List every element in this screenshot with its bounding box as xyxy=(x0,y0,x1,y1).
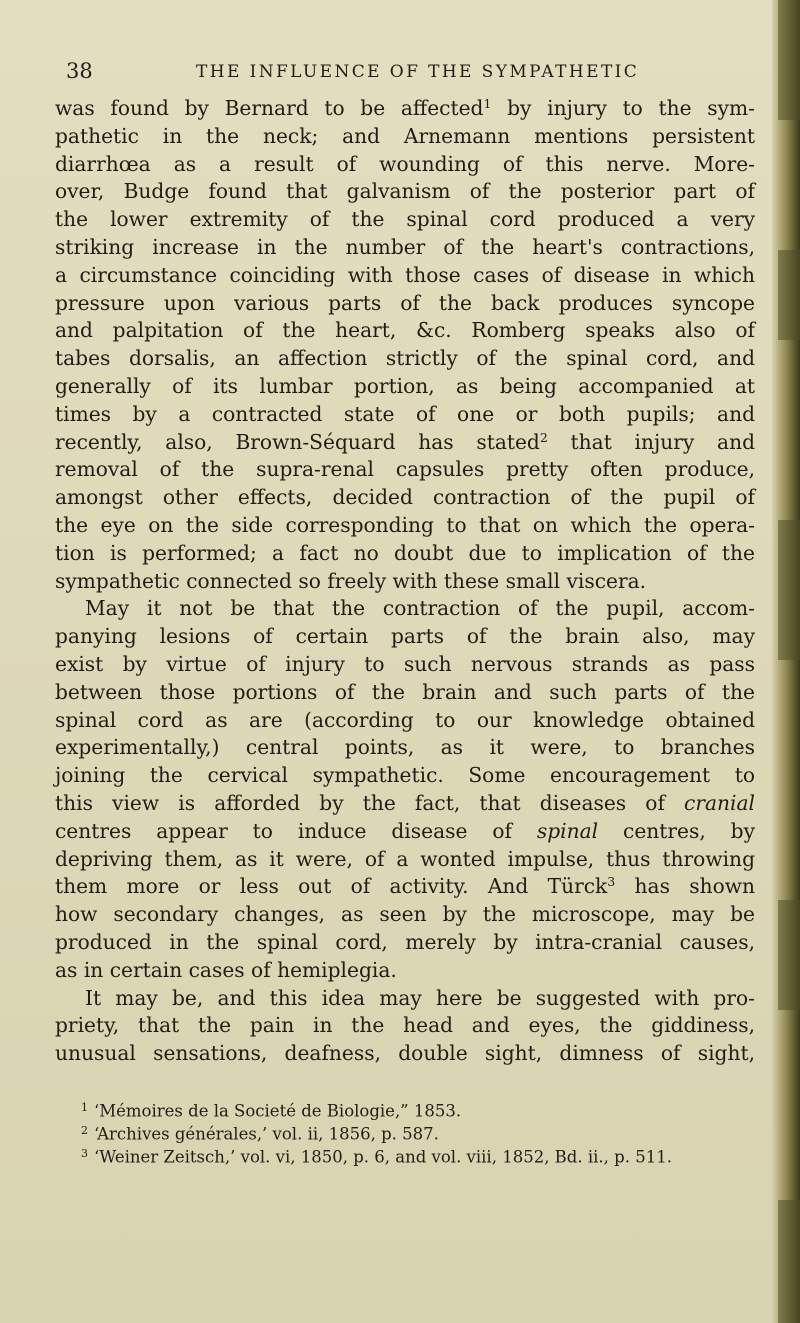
footnote-ref: 3 xyxy=(607,874,616,890)
text-line: panying lesions of certain parts of the brain also, may xyxy=(55,624,755,649)
footnote-ref: 2 xyxy=(539,429,548,445)
footnote-mark: 1 xyxy=(81,1101,88,1114)
page-edge-shadow xyxy=(772,0,800,1323)
text-line: this view is afforded by the fact, that diseases of cranial xyxy=(55,790,755,815)
footnote-mark: 3 xyxy=(81,1147,88,1160)
text-line: centres appear to induce disease of spinal centres, by xyxy=(55,818,756,843)
text-line: joining the cervical sympathetic. Some encouragement to xyxy=(55,763,755,788)
text-line: the eye on the side corresponding to that on which the opera- xyxy=(55,512,755,537)
paragraph-start: It may be, and this idea may here be suggested with pro- xyxy=(85,985,755,1010)
footnote-text: ‘Weiner Zeitsch,’ vol. vi, 1850, p. 6, and vol. viii, 1852, Bd. ii., p. 511. xyxy=(94,1147,672,1167)
running-head: THE INFLUENCE OF THE SYMPATHETIC xyxy=(196,62,640,82)
text-line: depriving them, as it were, of a wonted impulse, thus throwing xyxy=(55,846,755,871)
page-edge-band xyxy=(778,250,800,340)
text-line: sympathetic connected so freely with these small viscera. xyxy=(55,568,647,593)
body-text xyxy=(55,95,755,1068)
text-line: and palpitation of the heart, &c. Romberg speaks also of xyxy=(55,318,755,343)
page-edge-band xyxy=(778,1200,800,1323)
text-line: between those portions of the brain and such parts of the xyxy=(55,679,755,704)
text-line: them more or less out of activity. And Türck$^3$ has shown xyxy=(55,874,756,899)
text-line: tabes dorsalis, an affection strictly of the spinal cord, and xyxy=(55,346,755,371)
text-line: removal of the supra-renal capsules pretty often produce, xyxy=(55,457,755,482)
text-line: was found by Bernard to be affected$^1$ by injury to the sym- xyxy=(55,96,755,120)
text-line: spinal cord as are (according to our knowledge obtained xyxy=(55,707,755,732)
text-line: amongst other effects, decided contraction of the pupil of xyxy=(55,485,755,510)
footnote-ref: 1 xyxy=(483,96,492,112)
footnote-text: ‘Mémoires de la Societé de Biologie,” 1853. xyxy=(94,1101,462,1121)
page-edge-band xyxy=(778,520,800,660)
text-line: experimentally,) central points, as it were, to branches xyxy=(55,735,755,760)
text-line: pressure upon various parts of the back produces syncope xyxy=(55,290,755,315)
text-line: striking increase in the number of the heart's contractions, xyxy=(55,234,755,259)
footnote xyxy=(55,1096,755,1119)
text-line: pathetic in the neck; and Arnemann mentions persistent xyxy=(55,123,755,148)
text-line: a circumstance coinciding with those cases of disease in which xyxy=(55,262,755,287)
footnote-mark: 2 xyxy=(81,1124,88,1137)
paragraph-start: May it not be that the contraction of the pupil, accom- xyxy=(85,596,755,621)
text-line: times by a contracted state of one or both pupils; and xyxy=(55,401,755,426)
page-edge-band xyxy=(778,0,800,120)
footnote xyxy=(55,1142,755,1165)
text-line: priety, that the pain in the head and eyes, the giddiness, xyxy=(55,1013,755,1038)
italic-word: spinal xyxy=(536,818,599,843)
italic-word: cranial xyxy=(684,790,755,815)
page-edge-band xyxy=(778,900,800,1010)
text-line: recently, also, Brown-Séquard has stated$^2$ that injury and xyxy=(55,429,755,454)
text-line: diarrhœa as a result of wounding of this nerve. More- xyxy=(55,151,755,176)
footnotes xyxy=(55,1096,755,1165)
text-line: the lower extremity of the spinal cord produced a very xyxy=(55,207,755,232)
text-line: tion is performed; a fact no doubt due to implication of the xyxy=(55,540,755,565)
text-line: exist by virtue of injury to such nervous strands as pass xyxy=(55,651,755,676)
page-number: 38 xyxy=(66,59,93,83)
text-line: produced in the spinal cord, merely by intra-cranial causes, xyxy=(55,929,755,954)
text-line: over, Budge found that galvanism of the posterior part of xyxy=(55,179,755,204)
text-line: unusual sensations, deafness, double sight, dimness of sight, xyxy=(55,1041,755,1066)
footnote xyxy=(55,1119,755,1142)
text-line: how secondary changes, as seen by the microscope, may be xyxy=(55,902,755,927)
footnote-text: ‘Archives générales,’ vol. ii, 1856, p. 587. xyxy=(94,1124,439,1144)
text-line: as in certain cases of hemiplegia. xyxy=(55,957,397,982)
page-header xyxy=(66,56,766,86)
text-line: generally of its lumbar portion, as being accompanied at xyxy=(55,373,755,398)
